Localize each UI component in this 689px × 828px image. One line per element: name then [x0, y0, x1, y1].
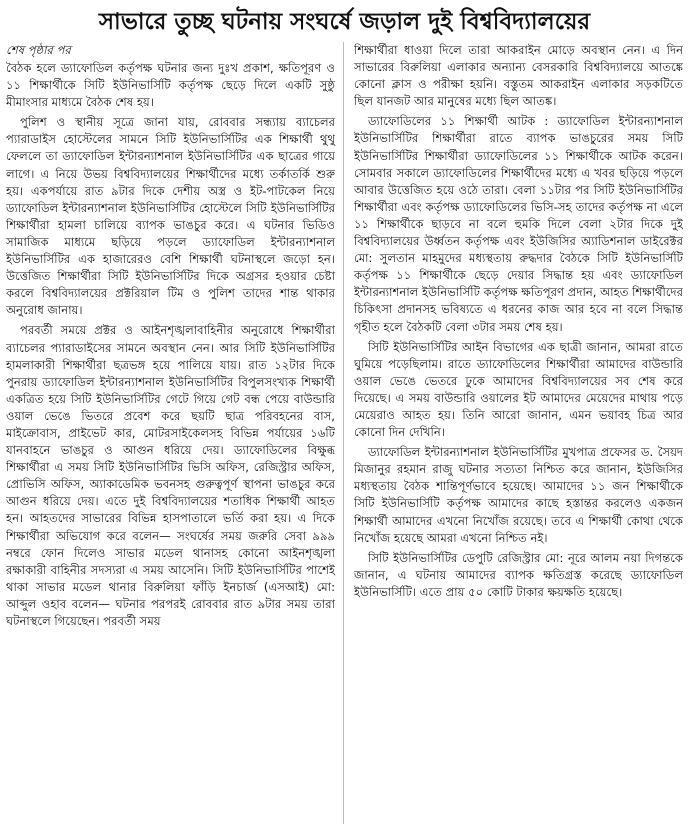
- paragraph: বৈঠক হলে ড্যাফোডিল কর্তৃপক্ষ ঘটনার জন্য দুঃখ প্রকাশ, ক্ষতিপূরণ ও ১১ শিক্ষার্থীকে সিটি ইউনিভার্সিটি কর্তৃপক্ষ ছেড়ে দিলে একটি সুষ্ঠু মীমাংসার মাধ্যমে বৈঠক শেষ হয়।: [6, 61, 335, 110]
- paragraph: পরবর্তী সময়ে প্রক্টর ও আইনশৃঙ্খলাবাহিনীর অনুরোধে শিক্ষার্থীরা ব্যাচেলর প্যারাডাইসের সামনে অবস্থান নেন। আর সিটি ইউনিভার্সিটির হামলাকারী শিক্ষার্থীরা ছত্রভঙ্গ হয়ে পালিয়ে যায়। রাত ১২টার দিকে পুনরায় ড্যাফোডিল ইন্টারন্যাশনাল ইউনিভার্সিটির বিপুলসংখ্যক শিক্ষার্থী একত্রিত হয়ে সিটি ইউনিভার্সিটির গেটে গিয়ে গেট বন্ধ পেয়ে বাউন্ডারি ওয়াল ভেঙে ভিতরে প্রবেশ করে ছয়টি ছাত্র পরিবহনের বাস, মাইক্রোবাস, প্রাইভেট কার, মোটরসাইকেলসহ বিভিন্ন পর্যায়ের ১৬টি যানবাহনে ভাঙচুর ও আগুন ধরিয়ে দেয়। ড্যাফোডিলের বিক্ষুব্ধ শিক্ষার্থীরা এ সময় সিটি ইউনিভার্সিটির ভিসি অফিস, রেজিস্ট্রার অফিস, প্রোভিসি অফিস, অ্যাকাডেমিক ভবনসহ গুরুত্বপূর্ণ স্থাপনা ভাঙচুর করে আগুন ধরিয়ে দেয়। এতে দুই বিশ্ববিদ্যালয়ের শতাধিক শিক্ষার্থী আহত হন। আহতদের সাভারের বিভিন্ন হাসপাতালে ভর্তি করা হয়। এ দিকে শিক্ষার্থীরা অভিযোগ করে বলেন— সংঘর্ষের সময় জরুরি সেবা ৯৯৯ নম্বরে ফোন দিলেও সাভার মডেল থানাসহ কোনো আইনশৃঙ্খলা রক্ষাকারী বাহিনীর সদস্যরা এ সময় আসেনি। সিটি ইউনিভার্সিটির পাশেই থাকা সাভার মডেল থানার বিরুলিয়া ফাঁড়ি ইনচার্জ (এসআই) মো: আব্দুল ওহাব বলেন— ঘটনার পরপরই রোববার রাত ৯টার সময় তারা ঘটনাস্থলে গিয়েছেন। পরবর্তী সময়: [6, 323, 335, 628]
- paragraph: সিটি ইউনিভার্সিটির আইন বিভাগের এক ছাত্রী জানান, আমরা রাতে ঘুমিয়ে পড়েছিলাম। রাতে ড্যাফোডিলের শিক্ষার্থীরা আমাদের বাউন্ডারি ওয়াল ভেঙে ভেতরে ঢুকে আমাদের বিশ্ববিদ্যালয়ের সব শেষ করে দিয়েছে। এ সময় বাউন্ডারি ওয়ালের ইট আমাদের মেয়েদের মাথায় পড়ে মেয়েরাও আহত হয়। তিনি আরো জানান, এমন ভয়াবহ চিত্র আর কোনো দিন দেখিনি।: [354, 339, 683, 440]
- left-column: [6, 42, 344, 824]
- article-body: [6, 42, 683, 824]
- headline: সাভারে তুচ্ছ ঘটনায় সংঘর্ষে জড়াল দুই বিশ্ববিদ্যালয়ের: [98, 9, 591, 35]
- paragraph: শিক্ষার্থীরা ধাওয়া দিলে তারা আকরাইন মোড়ে অবস্থান নেন। এ দিন সাভারের বিরুলিয়া এলাকার অন্যান্য বেসরকারি বিশ্ববিদ্যালয়ে আতঙ্কে কোনো ক্লাস ও পরীক্ষা হয়নি। বস্তুতম আকরাইন এলাকার সড়কটিতে ছিল যানজট আর মানুষের মধ্যে ছিল আতঙ্ক।: [354, 43, 683, 109]
- paragraph: ড্যাফোডিল ইন্টারন্যাশনাল ইউনিভার্সিটির মুখপাত্র প্রফেসর ড. সৈয়দ মিজানুর রহমান রাজু ঘটনার সত্যতা নিশ্চিত করে জানান, ইউজিসির মধ্যস্থতায় বৈঠক শান্তিপূর্ণভাবে হয়েছে। আমাদের ১১ জন শিক্ষার্থীকে সিটি ইউনিভার্সিটি কর্তৃপক্ষ আমাদের কাছে হস্তান্তর করলেও একজন শিক্ষার্থী আমাদের এখনো নিখোঁজ রয়েছে। তবে এ শিক্ষার্থী কোথা থেকে নিখোঁজ হয়েছে আমরা এখনো নিশ্চিত নই।: [354, 445, 683, 545]
- paragraph: সিটি ইউনিভার্সিটির ডেপুটি রেজিস্ট্রার মো: নূরে আলম নয়া দিগন্তকে জানান, এ ঘটনায় আমাদের ব্যাপক ক্ষতিগ্রস্ত করেছে ড্যাফোডিল ইউনিভার্সিটি। এতে প্রায় ৫০ কোটি টাকার ক্ষয়ক্ষতি হয়েছে।: [354, 550, 683, 599]
- paragraph: পুলিশ ও স্থানীয় সূত্রে জানা যায়, রোববার সন্ধ্যায় ব্যাচেলর প্যারাডাইস হোস্টেলের সামনে সিটি ইউনিভার্সিটির এক শিক্ষার্থী থুথু ফেললে তা ড্যাফোডিল ইন্টারন্যাশনাল ইউনিভার্সিটির এক ছাত্রের গায়ে লাগে। এ নিয়ে উভয় বিশ্ববিদ্যালয়ের শিক্ষার্থীদের মধ্যে তর্কাতর্কি শুরু হয়। একপর্যায়ে রাত ৯টার দিকে দেশীয় অস্ত্র ও ইট-পাটকেল নিয়ে ড্যাফোডিল ইন্টারন্যাশনাল ইউনিভার্সিটির হোস্টেলে সিটি ইউনিভার্সিটির শিক্ষার্থীরা হামলা চালিয়ে ব্যাপক ভাঙচুর করে। এ ঘটনার ভিডিও সামাজিক মাধ্যমে ছড়িয়ে পড়লে ড্যাফোডিল ইন্টারন্যাশনাল ইউনিভার্সিটির এক হাজারেরও বেশি শিক্ষার্থী ঘটনাস্থলে জড়ো হন। উত্তেজিত শিক্ষার্থীরা সিটি ইউনিভার্সিটির দিকে অগ্রসর হওয়ার চেষ্টা করলে বিশ্ববিদ্যালয়ের প্রক্টরিয়াল টিম ও পুলিশ তাদের শান্ত থাকার অনুরোধ জানায়।: [6, 115, 335, 318]
- continuation-kicker: শেষ পৃষ্ঠার পর: [6, 43, 71, 57]
- paragraph: ড্যাফোডিলের ১১ শিক্ষার্থী আটক : ড্যাফোডিল ইন্টারন্যাশনাল ইউনিভার্সিটির শিক্ষার্থীরা রাতে ব্যাপক ভাঙচুরের সময় সিটি ইউনিভার্সিটির শিক্ষার্থীরা ড্যাফোডিলের ১১ শিক্ষার্থীকে আটক করেন। সোমবার সকালে ড্যাফোডিলের শিক্ষার্থীদের মধ্যে এ খবর ছড়িয়ে পড়লে আবার উত্তেজিত হয়ে ওঠে তারা। বেলা ১১টার পর সিটি ইউনিভার্সিটির শিক্ষার্থীরা এবং কর্তৃপক্ষ ড্যাফোডিলের ভিসি-সহ তাদের কর্তৃপক্ষ না এলে ১১ শিক্ষার্থীকে ছাড়বে না বলে হুমকি দিলে বেলা ২টার দিকে দুই বিশ্ববিদ্যালয়ের উর্ধ্বতন কর্তৃপক্ষ এবং ইউজিসির অ্যাডিশনাল ডাইরেক্টর মো: সুলতান মাহমুদের মধ্যস্থতায় রুদ্ধদার বৈঠকে সিটি ইউনিভার্সিটি কর্তৃপক্ষ ১১ শিক্ষার্থীকে ছেড়ে দেয়ার সিদ্ধান্ত হয় এবং ড্যাফোডিল ইন্টারন্যাশনাল ইউনিভার্সিটি কর্তৃপক্ষ ক্ষতিপূরণ প্রদান, আহত শিক্ষার্থীদের চিকিৎসা প্রদানসহ ভবিষ্যতে এ ধরনের কাজ আর হবে না বলে সিদ্ধান্ত গৃহীত হলে বৈঠকটি বেলা ৩টার সময় শেষ হয়।: [354, 114, 683, 334]
- right-column: [354, 42, 683, 824]
